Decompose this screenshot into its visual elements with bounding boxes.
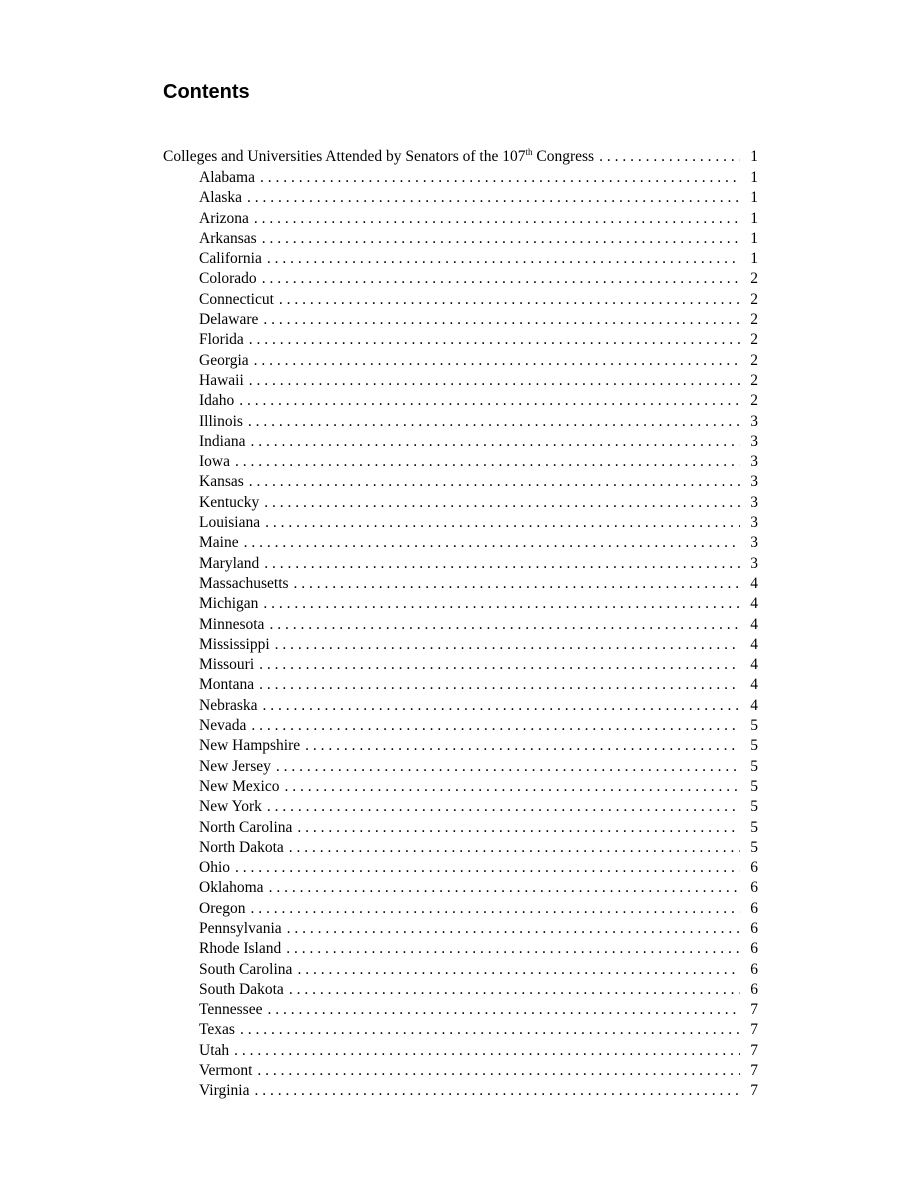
toc-main-entry-prefix: Colleges and Universities Attended by Senators of the 107 [163,148,526,165]
toc-entry-page: 5 [750,798,758,816]
toc-entry[interactable] [163,168,758,188]
toc-entry-label: Indiana [199,432,246,450]
toc-entry[interactable] [163,229,758,249]
toc-entry-page: 7 [750,1082,758,1100]
toc-entry-page: 3 [750,514,758,532]
dot-leader [234,1041,740,1061]
toc-entry[interactable] [163,696,758,716]
dot-leader [287,919,740,939]
toc-entry[interactable] [163,899,758,919]
toc-entry-page: 5 [750,757,758,775]
dot-leader [263,696,740,716]
toc-entry[interactable] [163,472,758,492]
toc-entry-label: New Hampshire [199,737,301,755]
toc-entry-page: 1 [750,169,758,186]
dot-leader [262,269,740,289]
toc-entry-page: 4 [750,615,758,633]
toc-main-entry[interactable] [163,145,758,168]
toc-main-entry-suffix: Congress [532,148,595,165]
toc-entry[interactable] [163,635,758,655]
toc-entry-page: 4 [750,656,758,674]
toc-entry-label: Connecticut [199,290,274,308]
toc-entry[interactable] [163,980,758,1000]
toc-entry[interactable] [163,412,758,432]
toc-entry-label: Hawaii [199,371,244,389]
toc-entry-page: 5 [750,818,758,836]
dot-leader [269,615,740,635]
dot-leader [235,858,740,878]
toc-entry-page: 6 [750,859,758,877]
toc-entry-label: Alabama [199,169,255,186]
toc-entry[interactable] [163,1061,758,1081]
toc-entry[interactable] [163,533,758,553]
toc-entry-page: 6 [750,980,758,998]
dot-leader [267,249,740,269]
dot-leader [260,168,740,188]
toc-entry-label: Minnesota [199,615,265,633]
toc-entry[interactable] [163,615,758,635]
toc-entry-label: New Mexico [199,777,280,795]
toc-entry-list [163,168,758,1102]
dot-leader [305,736,740,756]
toc-entry-page: 3 [750,493,758,511]
toc-entry-label: North Carolina [199,818,293,836]
toc-entry-page: 6 [750,919,758,937]
toc-entry-label: Arkansas [199,229,257,247]
toc-entry-page: 5 [750,737,758,755]
toc-entry[interactable] [163,290,758,310]
dot-leader [265,513,740,533]
toc-entry[interactable] [163,269,758,289]
toc-entry-page: 7 [750,1021,758,1039]
toc-entry-label: South Carolina [199,960,293,978]
toc-entry-label: Vermont [199,1062,253,1080]
toc-entry-page: 6 [750,879,758,897]
dot-leader [285,777,741,797]
toc-entry-page: 5 [750,838,758,856]
dot-leader [289,838,740,858]
dot-leader [251,716,740,736]
toc-entry-label: California [199,250,262,268]
toc-entry[interactable] [163,330,758,350]
toc-entry-label: Delaware [199,311,259,329]
toc-entry-label: Kentucky [199,493,260,511]
toc-entry-page: 2 [750,311,758,329]
dot-leader [276,757,740,777]
toc-entry-page: 3 [750,554,758,572]
dot-leader [263,310,740,330]
toc-entry-page: 2 [750,371,758,389]
toc-entry-page: 5 [750,717,758,735]
toc-entry-label: North Dakota [199,838,284,856]
toc-entry-label: Nevada [199,717,247,735]
toc-entry-page: 7 [750,1001,758,1019]
toc-entry[interactable] [163,878,758,898]
toc-entry-label: Rhode Island [199,940,282,958]
dot-leader [262,229,740,249]
dot-leader [257,1061,740,1081]
toc-entry[interactable] [163,452,758,472]
toc-entry[interactable] [163,209,758,229]
toc-entry[interactable] [163,818,758,838]
toc-entry-label: New York [199,798,262,816]
toc-entry-page: 7 [750,1041,758,1059]
toc-entry[interactable] [163,716,758,736]
toc-entry[interactable] [163,554,758,574]
toc-entry-label: Michigan [199,595,259,613]
toc-entry-label: Virginia [199,1082,250,1100]
toc-entry-page: 1 [750,209,758,227]
toc-entry-label: Oregon [199,899,246,917]
toc-entry-label: Arizona [199,209,249,227]
contents-heading: Contents [163,81,250,103]
toc-entry[interactable] [163,919,758,939]
dot-leader [289,980,740,1000]
toc-entry[interactable] [163,1041,758,1061]
toc-entry-page: 1 [750,189,758,207]
dot-leader [286,939,740,959]
toc-entry-label: Texas [199,1021,235,1039]
toc-entry-label: Missouri [199,656,255,674]
dot-leader [254,209,740,229]
toc-entry-page: 3 [750,453,758,471]
toc-entry-label: Massachusetts [199,574,289,592]
dot-leader [240,1020,740,1040]
toc-entry[interactable] [163,777,758,797]
toc-entry[interactable] [163,249,758,269]
toc-entry-page: 4 [750,676,758,694]
toc-entry-page: 6 [750,899,758,917]
toc-entry-page: 2 [750,351,758,369]
toc-entry-page: 2 [750,331,758,349]
toc-entry[interactable] [163,391,758,411]
dot-leader [250,432,740,452]
toc-entry[interactable] [163,838,758,858]
toc-entry-label: Alaska [199,189,243,207]
dot-leader [239,391,740,411]
toc-main-entry-page: 1 [750,148,758,165]
toc-entry-label: South Dakota [199,980,284,998]
dot-leader [279,290,740,310]
toc-entry[interactable] [163,939,758,959]
toc-entry[interactable] [163,371,758,391]
toc-entry[interactable] [163,797,758,817]
dot-leader [259,675,740,695]
toc-entry[interactable] [163,1000,758,1020]
toc-entry-label: Montana [199,676,255,694]
toc-entry[interactable] [163,858,758,878]
toc-entry[interactable] [163,1020,758,1040]
toc-entry-page: 1 [750,250,758,268]
toc-entry-page: 6 [750,940,758,958]
toc-entry[interactable] [163,513,758,533]
toc-entry-page: 4 [750,574,758,592]
dot-leader [294,574,740,594]
toc-entry-page: 2 [750,392,758,410]
dot-leader [259,655,740,675]
toc-entry-page: 4 [750,635,758,653]
toc-entry-page: 6 [750,960,758,978]
toc-entry[interactable] [163,757,758,777]
toc-entry-label: Tennessee [199,1001,263,1019]
toc-entry-page: 7 [750,1062,758,1080]
toc-entry-label: Pennsylvania [199,919,282,937]
dot-leader [297,960,740,980]
dot-leader [248,412,740,432]
dot-leader [235,452,740,472]
toc-entry[interactable] [163,493,758,513]
toc-entry[interactable] [163,574,758,594]
toc-entry-label: Mississippi [199,635,270,653]
dot-leader [263,594,740,614]
toc-entry[interactable] [163,432,758,452]
toc-entry-page: 3 [750,473,758,491]
toc-entry-page: 4 [750,696,758,714]
dot-leader [249,330,740,350]
toc-entry-label: Florida [199,331,244,349]
toc-entry-label: Maine [199,534,239,552]
toc-entry-label: Oklahoma [199,879,264,897]
dot-leader [267,797,740,817]
dot-leader [254,1081,740,1101]
toc-entry-page: 4 [750,595,758,613]
dot-leader [264,554,740,574]
toc-entry[interactable] [163,655,758,675]
dot-leader [275,635,740,655]
toc-entry[interactable] [163,736,758,756]
toc-entry[interactable] [163,675,758,695]
toc-entry[interactable] [163,188,758,208]
dot-leader [269,878,740,898]
toc-entry-page: 1 [750,229,758,247]
dot-leader [599,145,740,168]
table-of-contents [163,145,758,1102]
toc-entry-label: Louisiana [199,514,261,532]
toc-entry[interactable] [163,960,758,980]
toc-entry-label: Ohio [199,859,230,877]
toc-entry-label: Maryland [199,554,260,572]
toc-entry-page: 5 [750,777,758,795]
toc-entry-page: 3 [750,432,758,450]
toc-entry[interactable] [163,1081,758,1101]
toc-entry-page: 3 [750,534,758,552]
dot-leader [297,818,740,838]
toc-entry-page: 2 [750,290,758,308]
toc-main-entry-title [163,145,599,168]
dot-leader [267,1000,740,1020]
toc-entry-label: Idaho [199,392,235,410]
toc-entry-label: Illinois [199,412,243,430]
toc-entry[interactable] [163,351,758,371]
toc-entry-label: New Jersey [199,757,271,775]
dot-leader [251,899,741,919]
toc-entry-label: Utah [199,1041,230,1059]
dot-leader [249,472,740,492]
toc-entry-label: Colorado [199,270,257,288]
dot-leader [254,351,740,371]
toc-entry-label: Nebraska [199,696,258,714]
toc-entry-label: Kansas [199,473,244,491]
toc-main-entry-superscript: th [525,147,533,157]
toc-entry-page: 2 [750,270,758,288]
dot-leader [247,188,740,208]
toc-entry-page: 3 [750,412,758,430]
toc-entry-label: Iowa [199,453,230,471]
toc-entry[interactable] [163,310,758,330]
dot-leader [244,533,740,553]
toc-entry[interactable] [163,594,758,614]
toc-entry-label: Georgia [199,351,249,369]
dot-leader [264,493,740,513]
dot-leader [249,371,740,391]
